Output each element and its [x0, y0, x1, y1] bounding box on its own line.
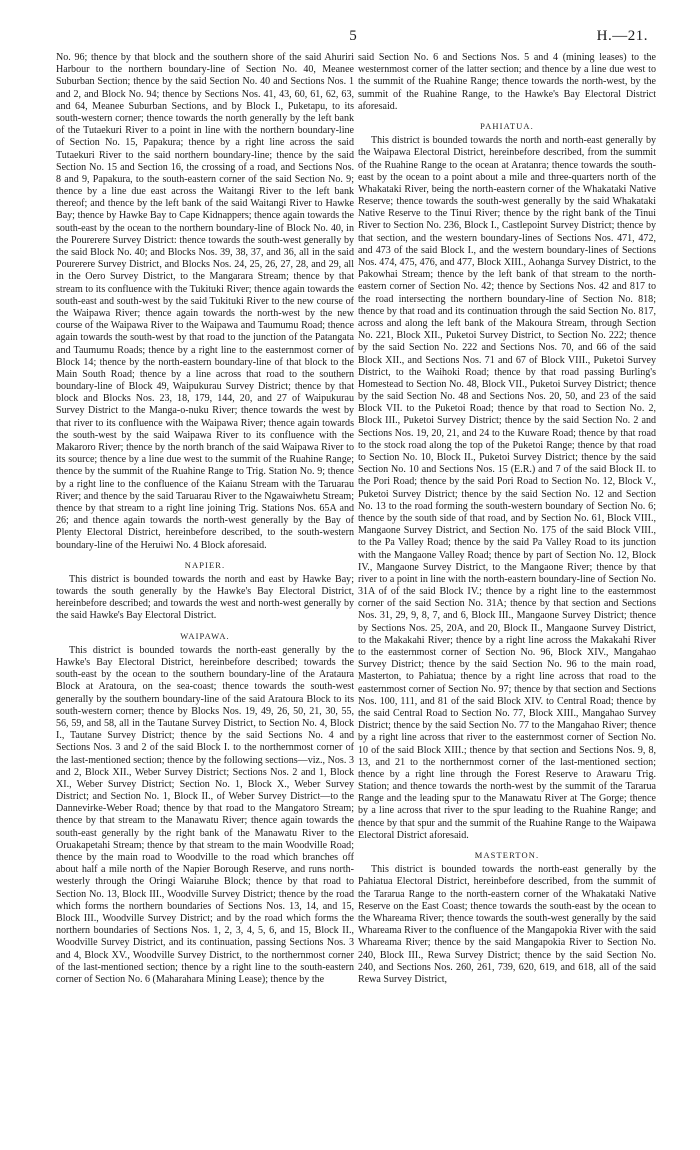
body-paragraph: This district is bounded towards the north-east generally by the Hawke's Bay Electoral District, hereinbefore described; towards the south-east by the ocean to the southern boundary-line of the Arataura Block at Aratoura, on the sea-coast; thence towards the south-west generally by the southern boundary-line of the said Aratoura Block to its south-western corner; thence by Blocks Nos. 19, 49, 26, 50, 21, 30, 55, 56, 59, and 58, all in the Tautane Survey District, to Section No. 4, Block I., Tautane Survey District; thence by the said Sections No. 4 and Sections Nos. 3 and 2 of the said Block I. to the northernmost corner of the last-mentioned section; thence by the following sections—viz., Nos. 3 and 2, Block XII., Weber Survey District; Sections Nos. 2 and 1, Block XI., Weber Survey District; Section No. 1, Block X., Weber Survey District; and Section No. 1, Block II., of Weber Survey District—to the Dannevirke-Weber Road; thence by that road to the Mangatoro Stream; thence by that stream to the Manawatu River; thence again towards the south-east generally by the right bank of the Manawatu River to the Oruakapetahi Stream; thence by that stream to the main Woodville Road; thence by the main road to Woodville to the road which branches off about half a mile north of the Napier Borough Reserve, and runs north-westerly through the Oringi Waiaruhe Block; thence by that road to Section No. 13, Block III., Woodville Survey District; thence by the road which forms the northern boundaries of Sections Nos. 13, 14, and 15, Block III., Woodville Survey District; and by the road which forms the northern boundaries of Sections Nos. 1, 2, 3, 4, 5, 6, and 15, Block II., Woodville Survey District, and its continuation, passing Sections Nos. 3 and 4, Block XV., Woodville Survey District, to the northernmost corner of the last-mentioned section; thence by a right line to the south-eastern corner of Section No. 6 (Maharahara Mining Lease); thence by the: [56, 644, 354, 985]
left-column: [56, 52, 354, 986]
body-paragraph: This district is bounded towards the north and east by Hawke Bay; towards the south generally by the Hawke's Bay Electoral District, hereinbefore described; and towards the west and north-west generally by the said Hawke's Bay Electoral District.: [56, 573, 354, 622]
body-paragraph: said Section No. 6 and Sections Nos. 5 and 4 (mining leases) to the westernmost corner of the latter section; and thence by a line due west to the summit of the Ruahine Range; thence towards the north-west, by the summit of the Ruahine Range, to the Hawke's Bay Electoral District aforesaid.: [358, 52, 656, 112]
section-heading-waipawa: WAIPAWA.: [180, 630, 230, 641]
section-heading-masterton: MASTERTON.: [474, 850, 540, 860]
body-paragraph: This district is bounded towards the north and north-east generally by the Waipawa Electoral District, hereinbefore described, from the summit of the Ruahine Range to the ocean at Aratanra; thence towards the south-east by the ocean to a point about a mile and three-quarters north of the Whakataki River, being the north-eastern corner of the Whakataki Native Reserve; thence towards the south-west generally by the said Whakataki Native Reserve to the Tinui River; thence by the right bank of the Tinui River to Section No. 236, Block I., Castlepoint Survey District; thence by that section, and the western boundary-lines of Sections Nos. 471, 472, and 473 of the said Block I., and the western boundary-lines of Sections Nos. 474, 475, 476, and 477, Block XIII., Aohanga Survey District, to the Pakowhai Stream; thence by the left bank of that stream to the north-eastern corner of Section No. 42; thence by Sections Nos. 42 and 817 to the road intersecting the northern boundary-line of Section No. 818; thence by that road and its continuation through the said Section No. 817, across and along the left bank of the Makoura Stream, through Section No. 221, Block XII., Puketoi Survey District, to Section No. 222; thence by the said Section No. 222 and Sections Nos. 70, and 66 of the said Block XII., and Sections Nos. 71 and 67 of Block VIII., Puketoi Survey District, to the Waihoki Road; thence by that road passing Burling's Homestead to Section No. 48, Block VII., Puketoi Survey District; thence by the said Section No. 48 and Sections Nos. 20, 50, and 23 of the said Block VII. to the Puketoi Road; thence by that road to Section No. 2, Block III., Puketoi Survey District; thence by the said Section No. 2 and Sections Nos. 19, 20, 21, and 24 to the Kuware Road; thence by that road to the stock road along the top of the Puketoi Range; thence by that road to Section No. 10, Block II., Puketoi Survey District; thence by the said Section No. 10 and Sections Nos. 15 (E.R.) and 7 of the said Block II. to the Pori Road; thence by the said Pori Road to Section No. 12, Block V., Puketoi Survey District; thence by the said Section No. 12 and Section No. 13 to the road forming the south-western boundary of Section No. 6; thence by the south side of that road, and by Section No. 61, Block VIII., Mangaone Survey District, and Section No. 175 of the said Block VIII., to the Pa Valley Road; thence by the said Pa Valley Road to its junction with the Mangaone Valley Road; thence by part of Section No. 12, Block IV., Mangaone Survey District, to the Mangaone River; thence by that river to a point in line with the north-eastern boundary-line of Section No. 31A of of the said Block IV.; thence by a right line to the easternmost corner of the said Section No. 31A; thence by that section and Sections Nos. 31, 29, 9, 8, 7, and 6, Block III., Mangaone Survey District; thence by Sections Nos. 25, 20A, and 20, Block II., Mangaone Survey District, to the Makakahi River; thence by a right line across the Makakahi River to the easternmost corner of Section No. 96, Block XIV., Mangahao Survey District; thence by the said Section No. 96 to the main road, Masterton, to Pahiatua; thence by a right line across that road to the easternmost corner of Section No. 97; thence by that section and Sections Nos. 100, 111, and 81 of the said Block XIV. to Central Road; thence by the said Central Road to Section No. 77, Block XIII., Mangahao Survey District; thence by the said Section No. 77 to the Mangahao River; thence by a right line across that river to the easternmost corner of Section No. 10 of the said Block XIII.; thence by that section and Sections Nos. 9, 8, 13, and 21 to the northernmost corner of the last-mentioned section; thence by a right line through the Forest Reserve to Arawaru Trig. Station; and thence towards the north-west by the summit of the Tararua Range and the leading spur to the Manawatu River at The Gorge; thence by a line across that river to the spur leading to the Ruahine Range; and thence by that spur and the summit of the Ruahine Range to the Waipawa Electoral District aforesaid.: [358, 135, 656, 841]
right-column: [358, 52, 656, 986]
body-paragraph: This district is bounded towards the north-east generally by the Pahiatua Electoral District, hereinbefore described, from the summit of the Tararua Range to the north-eastern corner of the Whakataki Native Reserve on the East Coast; thence towards the south-east by the ocean to the Whareama River; thence towards the south-west generally by the said Whareama River to the confluence of the Mangapokia River with the said Whareama River; thence by the said Mangapokia River to Section No. 240, Block III., Rewa Survey District; thence by the said Section No. 240, and Sections Nos. 260, 261, 739, 620, 619, and 618, all of the said Rewa Survey District,: [358, 864, 656, 985]
page-number: 5: [349, 28, 357, 44]
section-heading-pahiatua: PAHIATUA.: [480, 120, 534, 131]
section-heading-napier: NAPIER.: [184, 559, 226, 570]
document-reference: H.—21.: [596, 28, 648, 44]
body-paragraph: No. 96; thence by that block and the southern shore of the said Ahuriri Harbour to the northern boundary-line of Section No. 40, Meanee Suburban Section; thence by the said Section No. 40 and Sections Nos. 1 and 2, and Block No. 94; thence by Sections Nos. 41, 43, 60, 61, 62, 63, and 64, Meanee Suburban Sections, and by Block I., Puketapu, to its south-western corner; thence towards the north generally by the left bank of the Tutaekuri River to a point in line with the northern boundary-line of Section No. 15, Papakura; thence by a right line across the said Tutaekuri River to the said northern boundary-line; thence by the said Section No. 15 and Section 16, the crossing of a road, and Sections Nos. 8 and 9, Papakura, to the south-eastern corner of the said Section No. 9; thence by a line due east across the Waitangi River to the left bank thereof; and thence by the left bank of the said Waitangi River to Hawke Bay; thence by Hawke Bay to Cape Kidnappers; thence again towards the south-east by the ocean to the northern boundary-line of Block No. 40, in the Pourerere Survey District: thence towards the south-west generally by the said Block No. 40; and Blocks Nos. 39, 38, 37, and 36, all in the said Pourerere Survey District, and Blocks Nos. 24, 25, 26, 27, 28, and 29, all in the Oero Survey District, to the Mangarara Stream; thence by that stream to its confluence with the Tukituki River; thence again towards the south-east and south-west by the said Tukituki River to the new course of the Waipawa River; thence again towards the north-west by the new course of the Waipawa River to the Waipawa and Taumumu Road; thence again towards the south-west by that road to the junction of the Patangata and Taumumu Roads; thence by a right line to the easternmost corner of Block 14; thence by the north-eastern boundary-line of that block to the Main South Road; thence by a line across that road to the southern boundary-line of Block 49, Waipukurau Survey District; thence by that block and Blocks Nos. 23, 18, 179, 144, 20, and 27 of Waipukurau Survey District to the Manga-o-nuku River; thence towards the west by that river to its confluence with the Waipawa River; thence again towards the south-west by the said Waipawa River to its confluence with the Makaroro River; thence by the north branch of the said Waipawa River to its source; thence by a line due west to the summit of the Ruahine Range; thence by the summit of the Ruahine Range to Trig. Station No. 9; thence by a right line to the confluence of the Kaianu Stream with the Taruarau River; and thence by the said Taruarau River to the Ngawaiwhetu Stream; thence by that stream to a right line joining Trig. Stations Nos. 65A and 26; and thence again towards the north-west generally by the Bay of Plenty Electoral District, hereinbefore described, to the south-western boundary-line of the Heruiwi No. 4 Block aforesaid.: [56, 52, 354, 551]
